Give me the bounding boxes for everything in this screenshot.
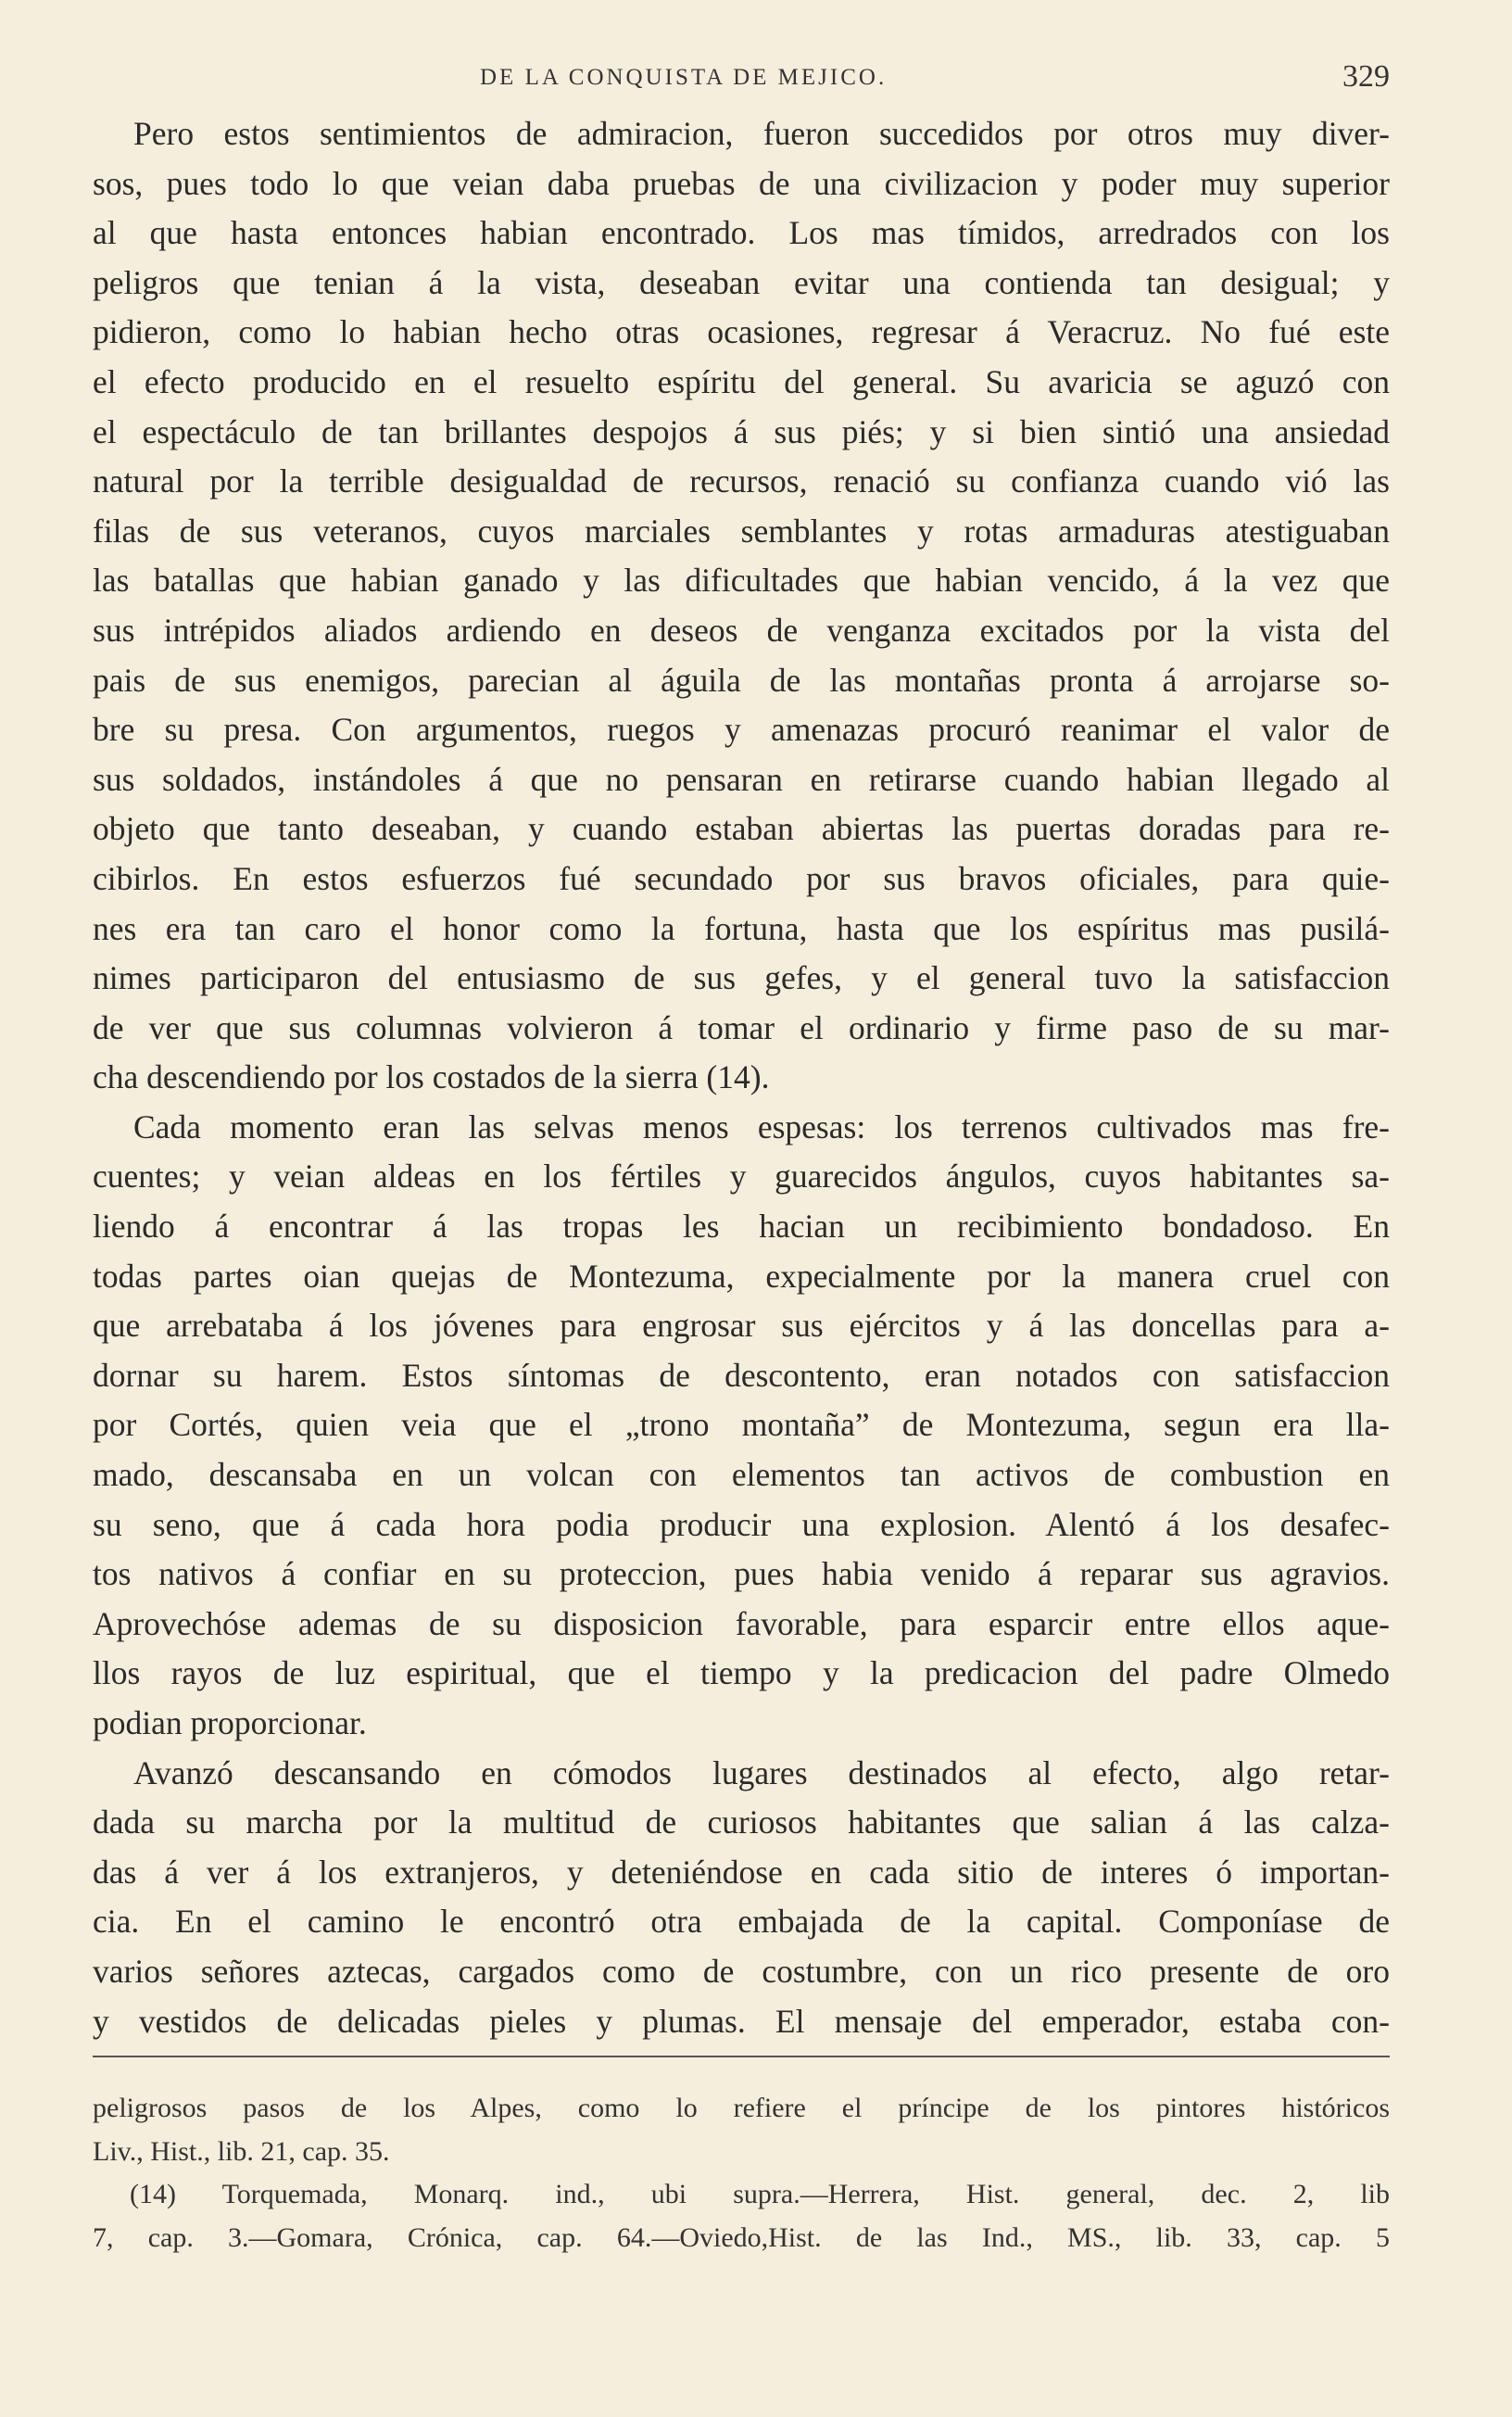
- text-line: nimes participaron del entusiasmo de sus gefes, y el general tuvo la satisfaccion: [93, 959, 1390, 997]
- text-line: tos nativos á confiar en su proteccion, pues habia venido á reparar sus agravios.: [93, 1555, 1390, 1593]
- text-line: cia. En el camino le encontró otra embajada de la capital. Componíase de: [93, 1903, 1390, 1941]
- footnote-line: (14) Torquemada, Monarq. ind., ubi supra.—Herrera, Hist. general, dec. 2, lib: [130, 2179, 1390, 2209]
- text-line: llos rayos de luz espiritual, que el tiempo y la predicacion del padre Olmedo: [93, 1654, 1390, 1692]
- text-line: al que hasta entonces habian encontrado. Los mas tímidos, arredrados con los: [93, 214, 1390, 252]
- running-header: [93, 59, 1390, 102]
- text-line: nes era tan caro el honor como la fortuna, hasta que los espíritus mas pusilá-: [93, 909, 1390, 947]
- footnote-line: 7, cap. 3.—Gomara, Crónica, cap. 64.—Oviedo,Hist. de las Ind., MS., lib. 33, cap. 5: [93, 2221, 1390, 2253]
- text-line: su seno, que á cada hora podia producir una explosion. Alentó á los desafec-: [93, 1505, 1390, 1543]
- text-line: el espectáculo de tan brillantes despojos á sus piés; y si bien sintió una ansiedad: [93, 412, 1390, 450]
- footnotes: [93, 2087, 1390, 2259]
- text-line: mado, descansaba en un volcan con elementos tan activos de combustion en: [93, 1456, 1390, 1494]
- body-text: [93, 109, 1390, 2046]
- text-line: el efecto producido en el resuelto espíritu del general. Su avaricia se aguzó con: [93, 362, 1390, 400]
- text-line: que arrebataba á los jóvenes para engrosar sus ejércitos y á las doncellas para a-: [93, 1307, 1390, 1345]
- running-title: DE LA CONQUISTA DE MEJICO.: [480, 65, 888, 90]
- text-line: bre su presa. Con argumentos, ruegos y amenazas procuró reanimar el valor de: [93, 711, 1390, 749]
- text-line: sus intrépidos aliados ardiendo en deseos de venganza excitados por la vista del: [93, 611, 1390, 649]
- text-line: objeto que tanto deseaban, y cuando estaban abiertas las puertas doradas para re-: [93, 810, 1390, 848]
- text-line: pais de sus enemigos, parecian al águila de las montañas pronta á arrojarse so-: [93, 661, 1390, 699]
- text-line: filas de sus veteranos, cuyos marciales semblantes y rotas armaduras atestiguaban: [93, 512, 1390, 550]
- text-line: y vestidos de delicadas pieles y plumas. El mensaje del emperador, estaba con-: [93, 2002, 1390, 2040]
- text-line: de ver que sus columnas volvieron á tomar el ordinario y firme paso de su mar-: [93, 1008, 1390, 1046]
- footnote-divider: [93, 2056, 1390, 2057]
- text-line: das á ver á los extranjeros, y deteniéndose en cada sitio de interes ó importan-: [93, 1853, 1390, 1891]
- text-line: liendo á encontrar á las tropas les hacian un recibimiento bondadoso. En: [93, 1208, 1390, 1246]
- text-line: Avanzó descansando en cómodos lugares destinados al efecto, algo retar-: [133, 1753, 1390, 1791]
- text-line: natural por la terrible desigualdad de recursos, renació su confianza cuando vió las: [93, 462, 1390, 500]
- text-line: varios señores aztecas, cargados como de costumbre, con un rico presente de oro: [93, 1952, 1390, 1990]
- text-line: cuentes; y veian aldeas en los fértiles y guarecidos ángulos, cuyos habitantes sa-: [93, 1158, 1390, 1196]
- page-number: 329: [1342, 59, 1390, 94]
- text-line: dornar su harem. Estos síntomas de descontento, eran notados con satisfaccion: [93, 1356, 1390, 1394]
- text-line: Cada momento eran las selvas menos espesas: los terrenos cultivados mas fre-: [133, 1107, 1390, 1145]
- text-line: cha descendiendo por los costados de la sierra (14).: [93, 1058, 770, 1096]
- text-line: por Cortés, quien veia que el „trono montaña” de Montezuma, segun era lla-: [93, 1406, 1390, 1444]
- text-line: dada su marcha por la multitud de curiosos habitantes que salian á las calza-: [93, 1803, 1390, 1841]
- text-line: Aprovechóse ademas de su disposicion favorable, para esparcir entre ellos aque-: [93, 1604, 1390, 1642]
- text-line: cibirlos. En estos esfuerzos fué secundado por sus bravos oficiales, para quie-: [93, 859, 1390, 897]
- text-line: pidieron, como lo habian hecho otras ocasiones, regresar á Veracruz. No fué este: [93, 313, 1390, 351]
- text-line: peligros que tenian á la vista, deseaban evitar una contienda tan desigual; y: [93, 263, 1390, 301]
- text-line: sus soldados, instándoles á que no pensaran en retirarse cuando habian llegado al: [93, 760, 1390, 798]
- text-line: podian proporcionar.: [93, 1704, 367, 1741]
- footnote-line: Liv., Hist., lib. 21, cap. 35.: [93, 2135, 390, 2167]
- text-line: las batallas que habian ganado y las dificultades que habian vencido, á la vez que: [93, 562, 1390, 600]
- text-line: sos, pues todo lo que veian daba pruebas de una civilizacion y poder muy superior: [93, 164, 1390, 202]
- footnote-line: peligrosos pasos de los Alpes, como lo refiere el príncipe de los pintores históricos: [93, 2093, 1390, 2123]
- text-line: Pero estos sentimientos de admiracion, fueron succedidos por otros muy diver-: [133, 115, 1390, 152]
- text-line: todas partes oian quejas de Montezuma, expecialmente por la manera cruel con: [93, 1257, 1390, 1295]
